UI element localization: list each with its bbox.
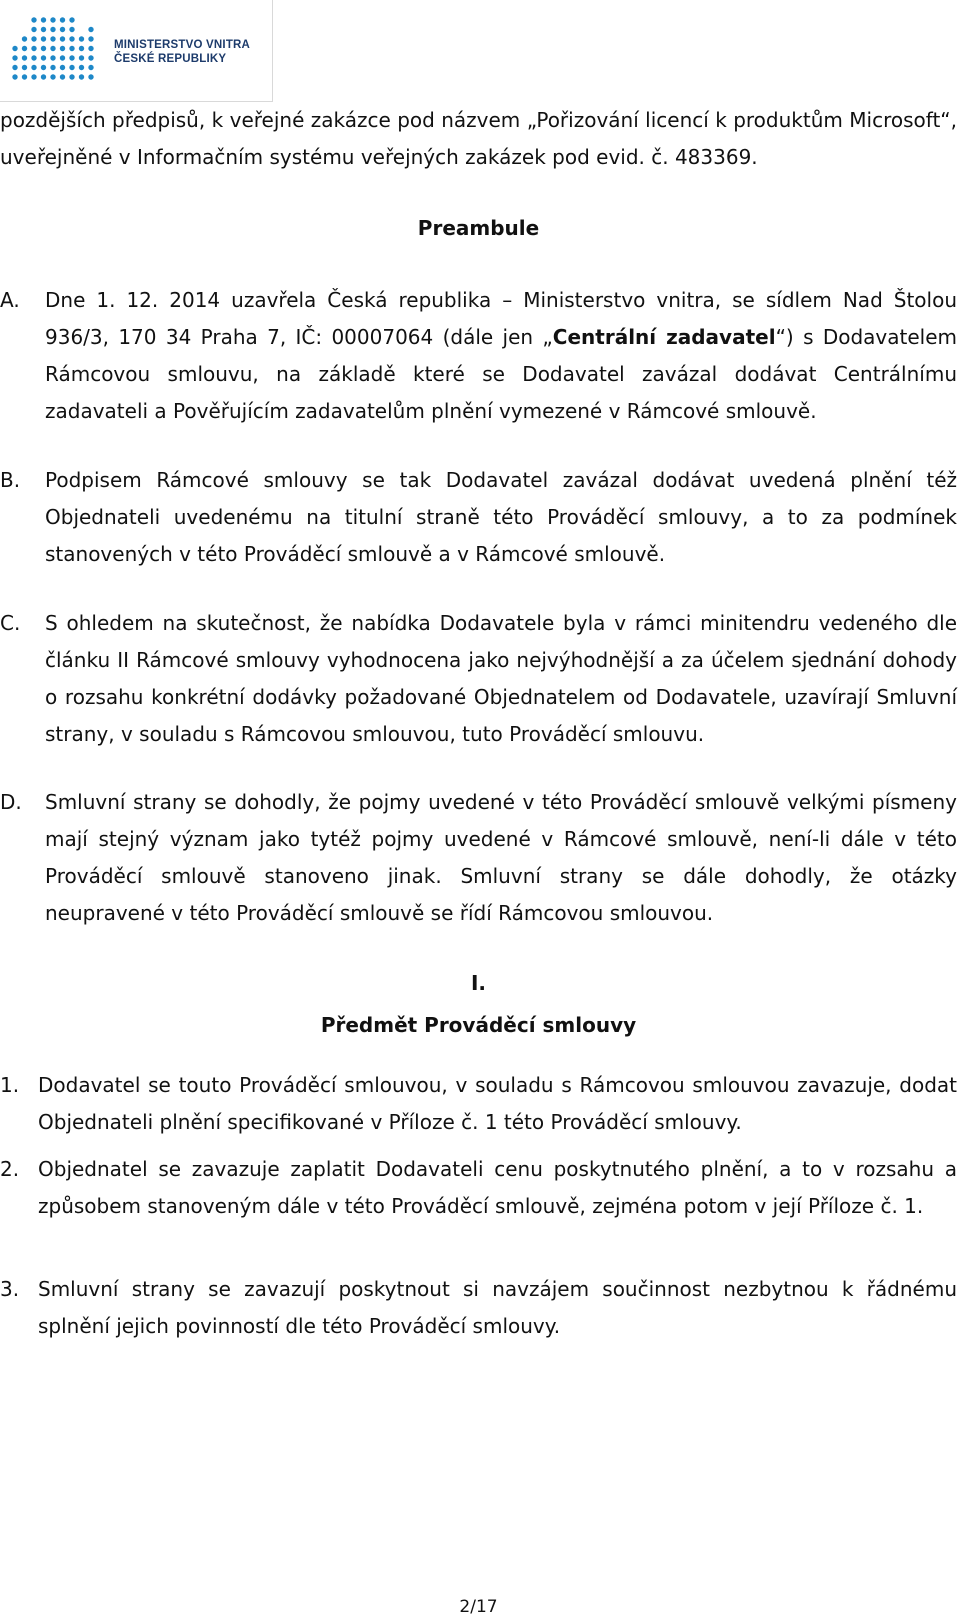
preamble-title: Preambule: [417, 216, 540, 240]
preamble-label-a: A.: [0, 288, 20, 312]
logo-dot: [69, 74, 74, 79]
logo-dot: [41, 36, 46, 41]
logo-dot: [50, 74, 55, 79]
logo-dot: [22, 74, 27, 79]
logo-dot: [60, 46, 65, 51]
preamble-a-bold-term: Centrální zadavatel: [552, 325, 776, 349]
logo-dot: [12, 55, 17, 60]
logo-dot: [50, 65, 55, 70]
logo-dot: [88, 46, 93, 51]
logo-dot: [79, 74, 84, 79]
logo-dot: [22, 65, 27, 70]
item-label-1: 1.: [0, 1073, 20, 1097]
section-number: I.: [470, 971, 487, 995]
logo-dot: [41, 65, 46, 70]
logo-dot: [41, 27, 46, 32]
logo-dot: [22, 55, 27, 60]
preamble-paragraph-a: [45, 282, 957, 430]
logo-dot: [31, 46, 36, 51]
page-number: 2/17: [459, 1597, 498, 1617]
logo-dot: [60, 74, 65, 79]
logo-dot: [60, 27, 65, 32]
item-label-2: 2.: [0, 1157, 20, 1181]
logo-dot: [60, 55, 65, 60]
logo-dot: [41, 17, 46, 22]
logo-dot: [22, 36, 27, 41]
logo-dot: [60, 17, 65, 22]
section-title: Předmět Prováděcí smlouvy: [320, 1013, 637, 1037]
preamble-label-b: B.: [0, 468, 21, 492]
logo-dot: [69, 65, 74, 70]
logo-dot: [88, 55, 93, 60]
intro-paragraph: pozdějších předpisů, k veřejné zakázce pod názvem „Pořizování licencí k produktům Microsoft“, uveřejněné v Informačním systému veřejných zakázek pod evid. č. 483369.: [0, 108, 957, 169]
logo-dot: [41, 55, 46, 60]
logo-dot: [88, 65, 93, 70]
logo-dot: [79, 46, 84, 51]
item-text-3: Smluvní strany se zavazují poskytnout si navzájem součinnost nezbytnou k řádnému splnění jejich povinností dle této Prováděcí smlouvy.: [38, 1277, 957, 1338]
logo-dot: [60, 65, 65, 70]
logo-dot: [69, 46, 74, 51]
preamble-a-text-1: Dne 1. 12. 2014 uzavřela Česká republika – Ministerstvo vnitra, se sídlem Nad Štolou 936/3, 170 34 Praha 7, IČ: 00007064 (dále jen „: [45, 288, 957, 349]
logo-dot: [50, 17, 55, 22]
logo-dot: [31, 36, 36, 41]
item-label-3: 3.: [0, 1277, 20, 1301]
logo-line-1: MINISTERSTVO VNITRA: [114, 39, 251, 51]
logo-dot: [60, 36, 65, 41]
logo-dot: [50, 27, 55, 32]
logo-dot: [50, 36, 55, 41]
item-text-1: Dodavatel se touto Prováděcí smlouvou, v souladu s Rámcovou smlouvou zavazuje, dodat Objednateli plnění specifikované v Příloze č. 1 této Prováděcí smlouvy.: [38, 1073, 957, 1134]
logo-dot: [31, 17, 36, 22]
logo-dot: [79, 65, 84, 70]
logo-dot: [79, 55, 84, 60]
logo-dot: [22, 46, 27, 51]
preamble-paragraph-d: Smluvní strany se dohodly, že pojmy uvedené v této Prováděcí smlouvě velkými písmeny mají stejný význam jako tytéž pojmy uvedené v Rámcové smlouvě, není-li dále v této Prováděcí smlouvě stanoveno jinak. Smluvní strany se dále dohodly, že otázky neupravené v této Prováděcí smlouvě se řídí Rámcovou smlouvou.: [45, 790, 957, 925]
preamble-a-text-2: “) s Dodavatelem Rámcovou smlouvu, na základě které se Dodavatel zavázal dodávat Centrálnímu zadavateli a Pověřujícím zadavatelům plnění vymezené v Rámcové smlouvě.: [45, 325, 957, 423]
logo-line-2: ČESKÉ REPUBLIKY: [114, 53, 227, 65]
logo-dot: [88, 27, 93, 32]
item-text-2: Objednatel se zavazuje zaplatit Dodavateli cenu poskytnutého plnění, a to v rozsahu a způsobem stanoveným dále v této Prováděcí smlouvě, zejména potom v její Příloze č. 1.: [38, 1157, 957, 1218]
logo-dot: [41, 46, 46, 51]
logo-dot: [69, 55, 74, 60]
ministry-logo-icon: [10, 12, 100, 87]
logo-dot: [50, 55, 55, 60]
logo-dot: [12, 74, 17, 79]
logo-dot: [79, 36, 84, 41]
logo-dot: [50, 46, 55, 51]
logo-text: [114, 38, 250, 66]
logo-dot: [69, 17, 74, 22]
logo-dot: [88, 74, 93, 79]
logo-dot: [31, 74, 36, 79]
preamble-label-c: C.: [0, 611, 21, 635]
logo-dot: [41, 74, 46, 79]
logo-dot: [69, 36, 74, 41]
preamble-label-d: D.: [0, 790, 22, 814]
preamble-paragraph-c: S ohledem na skutečnost, že nabídka Dodavatele byla v rámci minitendru vedeného dle článku II Rámcové smlouvy vyhodnocena jako nejvýhodnější a za účelem sjednání dohody o rozsahu konkrétní dodávky požadované Objednatelem od Dodavatele, uzavírají Smluvní strany, v souladu s Rámcovou smlouvou, tuto Prováděcí smlouvu.: [45, 611, 957, 746]
logo-dot: [69, 27, 74, 32]
header-logo: [0, 0, 273, 102]
logo-dot: [12, 46, 17, 51]
preamble-paragraph-b: Podpisem Rámcové smlouvy se tak Dodavatel zavázal dodávat uvedená plnění též Objednateli uvedenému na titulní straně této Prováděcí smlouvy, a to za podmínek stanovených v této Prováděcí smlouvě a v Rámcové smlouvě.: [45, 468, 957, 566]
logo-dot: [12, 65, 17, 70]
logo-dot: [88, 36, 93, 41]
logo-dot: [31, 55, 36, 60]
logo-dot: [31, 27, 36, 32]
logo-dot: [31, 65, 36, 70]
